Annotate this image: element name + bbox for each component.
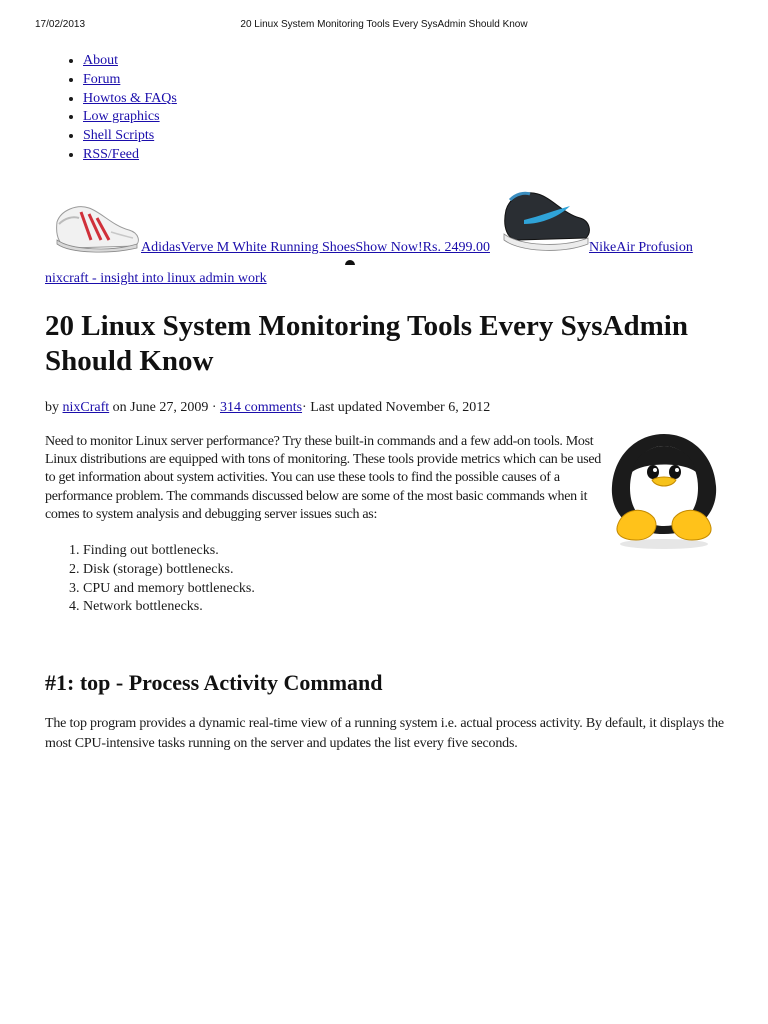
nav-link-howtos[interactable]: Howtos & FAQs	[83, 90, 177, 106]
print-document-title: 20 Linux System Monitoring Tools Every SysAdmin Should Know	[240, 19, 528, 30]
ad-banner	[45, 180, 745, 260]
comments-link[interactable]: 314 comments	[219, 400, 303, 415]
list-item: 3. CPU and memory bottlenecks.	[83, 580, 255, 599]
nav-item-howtos	[83, 90, 177, 109]
print-header	[0, 19, 768, 33]
print-date: 17/02/2013	[35, 19, 86, 30]
nav-item-rss	[83, 146, 177, 165]
site-nav	[44, 52, 177, 165]
white-running-shoe-image[interactable]	[51, 192, 143, 254]
nav-link-about[interactable]: About	[83, 53, 118, 68]
nav-link-shell-scripts[interactable]: Shell Scripts	[83, 128, 155, 144]
nav-link-low-graphics[interactable]: Low graphics	[83, 109, 160, 125]
top-command-paragraph: The top program provides a dynamic real-time view of a running system i.e. actual process activity. By default, it displays the most CPU-intensive tasks running on the server and updates the list every five seconds.	[45, 716, 724, 751]
ad-link-nike[interactable]: NikeAir Profusion	[589, 240, 693, 255]
bottleneck-list	[45, 542, 255, 617]
ad-dot-marker	[345, 260, 355, 265]
tux-penguin-image	[604, 430, 724, 550]
byline-date: on June 27, 2009 ·	[109, 400, 220, 415]
nav-link-forum[interactable]: Forum	[83, 71, 121, 87]
list-item: 4. Network bottlenecks.	[83, 598, 255, 617]
site-tagline-link[interactable]: nixcraft - insight into linux admin work	[45, 271, 267, 286]
ad-link-adidas[interactable]: AdidasVerve M White Running ShoesShow Now!Rs. 2499.00	[141, 240, 490, 255]
section-heading-top: #1: top - Process Activity Command	[45, 670, 383, 695]
article-title: 20 Linux System Monitoring Tools Every SysAdmin Should Know	[45, 310, 688, 377]
list-item: 2. Disk (storage) bottlenecks.	[83, 561, 255, 580]
article-byline	[45, 400, 490, 416]
nav-link-rss[interactable]: RSS/Feed	[83, 146, 140, 162]
nav-item-about	[83, 52, 177, 71]
list-item: 1. Finding out bottlenecks.	[83, 542, 255, 561]
byline-prefix: by	[45, 400, 63, 415]
author-link[interactable]: nixCraft	[62, 400, 110, 415]
nav-item-low-graphics	[83, 108, 177, 127]
byline-updated: · Last updated November 6, 2012	[302, 400, 491, 415]
intro-paragraph: Need to monitor Linux server performance? Try these built-in commands and a few add-on tools. Most Linux distributions are equipped with tons of monitoring. These tools provide metrics which can be used to get information about system activities. You can use these tools to find the possible causes of a performance problem. The commands discussed below are some of the most basic commands when it comes to system analysis and debugging server issues such as:	[45, 434, 601, 522]
nav-item-forum	[83, 71, 177, 90]
nav-item-shell-scripts	[83, 127, 177, 146]
black-running-shoe-image[interactable]	[500, 184, 592, 254]
